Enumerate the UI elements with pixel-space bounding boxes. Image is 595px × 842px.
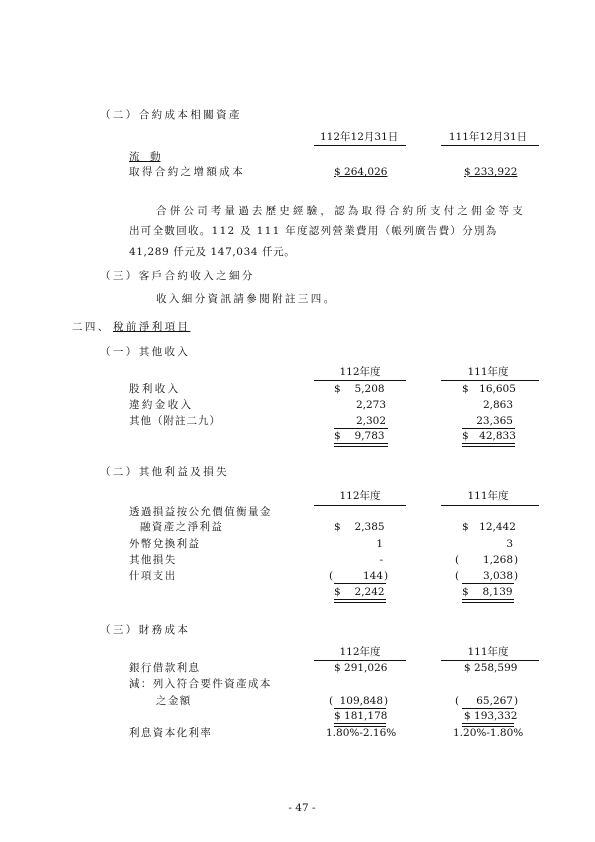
note-24-prefix: 二四、 (72, 321, 111, 333)
capitalized-2022-close-paren: ) (514, 695, 519, 707)
fvtpl-label-line-1: 透過損益按公允價值衡量金 (129, 506, 272, 518)
capitalized-2022: 65,267 (476, 695, 513, 707)
penalty-income-2022: 2,863 (482, 399, 513, 411)
contract-col-rule-2023 (314, 145, 406, 146)
other-income-total-2023: $ 9,783 (334, 430, 385, 442)
finance-cost-net-2023: $ 181,178 (334, 710, 388, 722)
other-income-rule-2022 (441, 380, 539, 381)
finance-cost-rule-2022 (441, 660, 539, 661)
contract-paragraph-line-1: 合併公司考量過去歷史經驗，認為取得合約所支付之佣金等支 (156, 205, 526, 217)
other-income-other-2022: 23,365 (476, 415, 513, 427)
finance-cost-subtotal-rule-2023 (334, 708, 386, 709)
misc-expense-2022-close-paren: ) (514, 570, 519, 582)
misc-expense-2023-close-paren: ) (384, 570, 389, 582)
other-gains-total-2022: $ 8,139 (462, 586, 513, 598)
other-income-total-2022: $ 42,833 (462, 430, 516, 442)
contract-cost-heading: （二）合約成本相關資產 (100, 109, 242, 121)
other-gains-col-2023: 112年度 (339, 490, 381, 502)
other-gains-heading: （二）其他利益及損失 (100, 466, 229, 478)
capitalized-2023-open-paren: ( (329, 695, 334, 707)
finance-cost-rule-2023 (314, 660, 406, 661)
other-income-other-2023: 2,302 (355, 415, 386, 427)
current-group-label: 流 動 (129, 151, 161, 163)
finance-cost-net-2022: $ 193,332 (464, 710, 518, 722)
revenue-disaggregation-heading: （三）客戶合約收入之細分 (100, 270, 255, 282)
fx-gain-label: 外幣兌換利益 (129, 538, 201, 550)
bank-interest-2022: $ 258,599 (464, 662, 518, 674)
other-losses-2022: 1,268 (482, 554, 513, 566)
other-income-total-double-rule-2022 (462, 443, 515, 447)
contract-paragraph-line-3: 41,289 仟元及 147,034 仟元。 (129, 246, 296, 258)
fvtpl-gain-2022: $ 12,442 (462, 521, 516, 533)
page-number: - 47 - (288, 802, 316, 814)
incremental-cost-2022: $ 233,922 (464, 166, 518, 178)
misc-expense-2023: 144 (362, 570, 383, 582)
incremental-cost-2023: $ 264,026 (334, 166, 388, 178)
finance-cost-col-2022: 111年度 (467, 646, 509, 658)
finance-cost-col-2023: 112年度 (339, 646, 381, 658)
note-24-title: 稅前淨利項目 (113, 321, 191, 333)
capitalized-label-line-1: 減：列入符合要件資產成本 (129, 678, 272, 690)
revenue-disaggregation-text: 收入細分資訊請參閱附註三四。 (156, 293, 337, 305)
incremental-cost-label: 取得合約之增額成本 (129, 166, 246, 178)
fvtpl-label-line-2: 融資產之淨利益 (140, 521, 224, 533)
other-losses-2022-close-paren: ) (514, 554, 519, 566)
other-gains-total-double-rule-2022 (462, 599, 514, 603)
other-income-subtotal-rule-2022 (462, 428, 515, 429)
other-gains-total-double-rule-2023 (334, 599, 386, 603)
contract-col-rule-2022 (441, 145, 539, 146)
misc-expense-2022: 3,038 (482, 570, 513, 582)
other-gains-rule-2023 (314, 505, 406, 506)
finance-cost-subtotal-rule-2022 (462, 708, 514, 709)
other-income-subtotal-rule-2023 (334, 428, 388, 429)
contract-col-header-2023: 112年12月31日 (320, 131, 399, 143)
misc-expense-2022-open-paren: ( (455, 570, 460, 582)
other-income-col-2023: 112年度 (339, 366, 381, 378)
other-gains-subtotal-rule-2022 (462, 583, 514, 584)
misc-expense-label: 什項支出 (129, 570, 177, 582)
capitalized-label-line-2: 之金額 (156, 695, 192, 707)
capitalization-rate-2022: 1.20%-1.80% (453, 727, 524, 739)
fx-gain-2022: 3 (506, 538, 513, 550)
contract-col-header-2022: 111年12月31日 (448, 131, 528, 143)
fx-gain-2023: 1 (376, 538, 383, 550)
contract-paragraph-line-2: 出可全數回收。112 及 111 年度認列營業費用（帳列廣告費）分別為 (129, 225, 498, 237)
finance-cost-heading: （三）財務成本 (100, 624, 191, 636)
other-gains-total-2023: $ 2,242 (334, 586, 385, 598)
other-income-other-label: 其他（附註二九） (129, 415, 221, 427)
other-losses-2022-open-paren: ( (455, 554, 460, 566)
other-income-col-2022: 111年度 (467, 366, 509, 378)
capitalized-2023-close-paren: ) (384, 695, 389, 707)
misc-expense-2023-open-paren: ( (329, 570, 334, 582)
dividend-income-2022: $ 16,605 (462, 383, 516, 395)
capitalization-rate-2023: 1.80%-2.16% (326, 727, 397, 739)
capitalized-2022-open-paren: ( (455, 695, 460, 707)
dividend-income-2023: $ 5,208 (334, 383, 385, 395)
other-gains-subtotal-rule-2023 (334, 583, 386, 584)
dividend-income-label: 股利收入 (129, 383, 181, 395)
capitalization-rate-label: 利息資本化利率 (129, 727, 213, 739)
other-income-heading: （一）其他收入 (100, 346, 191, 358)
fvtpl-gain-2023: $ 2,385 (334, 521, 385, 533)
bank-interest-label: 銀行借款利息 (129, 662, 201, 674)
penalty-income-2023: 2,273 (355, 399, 386, 411)
other-income-total-double-rule-2023 (334, 443, 388, 447)
bank-interest-2023: $ 291,026 (334, 662, 388, 674)
other-gains-rule-2022 (441, 505, 539, 506)
other-gains-col-2022: 111年度 (467, 490, 509, 502)
penalty-income-label: 違約金收入 (129, 399, 194, 411)
other-losses-2023: - (379, 554, 383, 566)
capitalized-2023: 109,848 (339, 695, 383, 707)
other-losses-label: 其他損失 (129, 554, 177, 566)
other-income-rule-2023 (314, 380, 406, 381)
